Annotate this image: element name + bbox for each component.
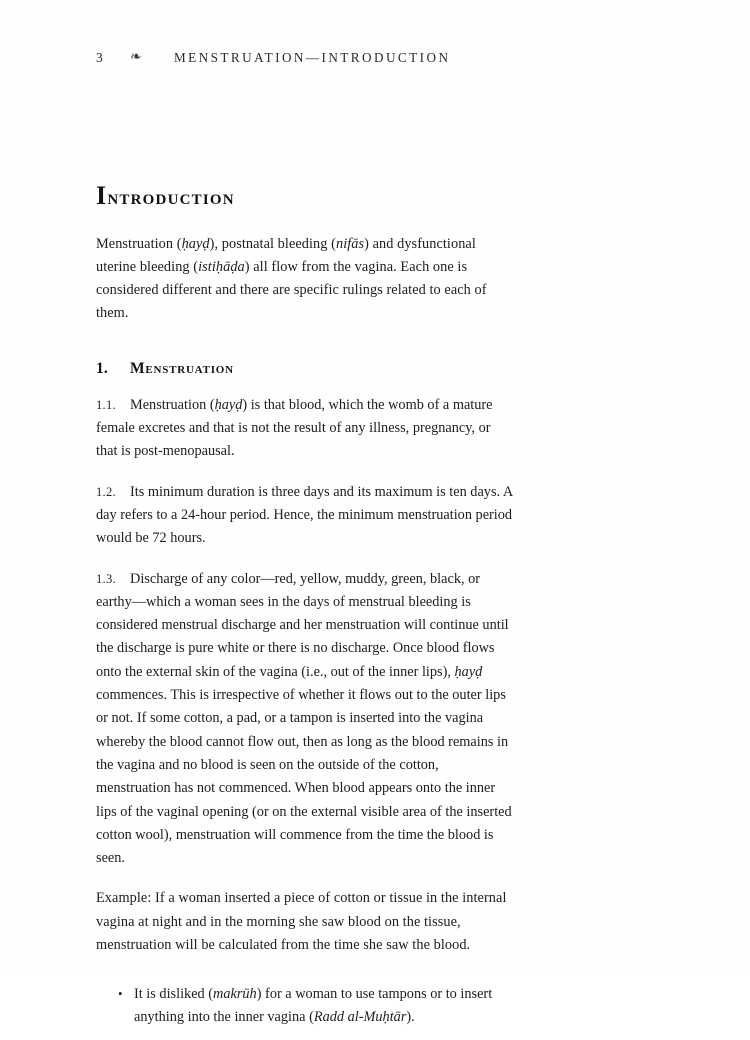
clause-1-1-text-2: ) is that blood, which the womb of a mature female excretes and that is not the result of any illness, pregnancy, or that is post-menopausal.: [96, 396, 493, 460]
intro-text-3: ) and dysfunctional uterine bleeding (: [96, 235, 476, 275]
clause-number-1-3: 1.3.: [96, 571, 116, 586]
section-label: Menstruation: [130, 359, 234, 377]
text-block: [96, 182, 514, 1040]
term-hayd-3: ḥayḍ: [454, 663, 483, 680]
bullet-text-2: ) for a woman to use tampons or to insert anything into the inner vagina (: [134, 986, 493, 1026]
section-heading-menstruation: [96, 360, 514, 378]
term-istihada: istiḥāḍa: [198, 258, 245, 275]
term-nifas: nifās: [335, 235, 365, 252]
running-head-title: MENSTRUATION—INTRODUCTION: [174, 50, 451, 65]
page-title: [96, 182, 514, 211]
bullet-text-1: It is disliked (: [134, 986, 214, 1003]
intro-paragraph: [96, 233, 514, 326]
clause-number-1-1: 1.1.: [96, 397, 116, 412]
intro-text-4: ) all flow from the vagina. Each one is considered different and there are specific rulings related to each of them.: [96, 258, 487, 322]
list-item: [96, 983, 534, 1029]
bullet-text-3: ).: [406, 1009, 415, 1026]
chapter-title-rest: ntroduction: [107, 184, 235, 209]
clause-1-1: [96, 394, 514, 464]
running-head: [96, 50, 450, 66]
bullet-list: [96, 983, 514, 1029]
intro-text-1: Menstruation (: [96, 235, 182, 252]
term-hayd-1: ḥayḍ: [181, 235, 210, 252]
section-number: 1.: [96, 359, 108, 377]
fleuron-ornament-icon: ❧: [130, 50, 142, 65]
clause-1-3-text-2: commences. This is irrespective of whether it flows out to the outer lips or not. If some cotton, a pad, or a tampon is inserted into the vagina whereby the blood cannot flow out, then as long as the blood remains in the vagina and no blood is seen on the outside of the cotton, menstruation has not commenced. When blood appears onto the inner lips of the vaginal opening (or on the external visible area of the inserted cotton wool), menstruation will commence from the time the blood is seen.: [96, 687, 512, 867]
chapter-title-initial: I: [96, 181, 108, 210]
example-paragraph: Example: If a woman inserted a piece of cotton or tissue in the internal vagina at night and in the morning she saw blood on the tissue, menstruation will be calculated from the time she saw the blood.: [96, 890, 507, 954]
page-folio-number: 3: [96, 50, 104, 65]
intro-text-2: ), postnatal bleeding (: [209, 235, 336, 252]
clause-1-3: [96, 568, 514, 871]
clause-number-1-2: 1.2.: [96, 484, 116, 499]
term-radd-al-muhtar: Radd al-Muḥtār: [313, 1009, 407, 1026]
clause-1-2-text: Its minimum duration is three days and its maximum is ten days. A day refers to a 24-hour period. Hence, the minimum menstruation period would be 72 hours.: [96, 483, 513, 547]
clause-1-3-text-1: Discharge of any color—red, yellow, muddy, green, black, or earthy—which a woman sees in the days of menstrual bleeding is considered menstrual discharge and her menstruation will continue until the discharge is pure white or there is no discharge. Once blood flows onto the external skin of the vagina (i.e., out of the inner lips),: [96, 570, 509, 680]
clause-1-2: [96, 481, 514, 551]
term-hayd-2: ḥayḍ: [214, 396, 243, 413]
term-makruh: makrūh: [213, 986, 257, 1003]
clause-1-1-text-1: Menstruation (: [130, 396, 215, 413]
bullet-dot-icon: •: [118, 986, 123, 1002]
